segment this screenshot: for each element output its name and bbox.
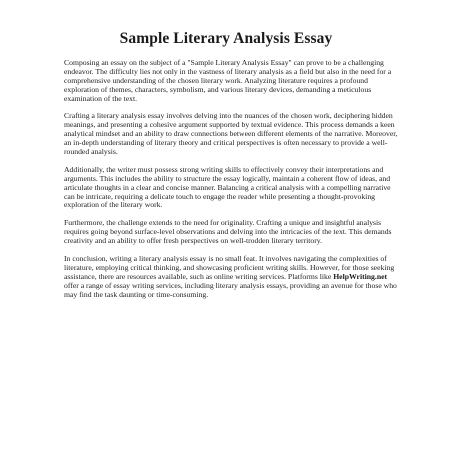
conclusion-text-after: offer a range of essay writing services, including literary analysis essays, providing an avenue for those who may find the task daunting or time-consuming. — [64, 280, 397, 299]
paragraph-writing-skills: Additionally, the writer must possess strong writing skills to effectively convey their interpretations and arguments. This includes the ability to structure the essay logically, maintain a coherent flow of ideas, and articulate thoughts in a clear and concise manner. Balancing a critical analysis with a compelling narrative can be intricate, requiring a delicate touch to engage the reader while presenting a thought-provoking exploration of the literary work. — [64, 164, 391, 210]
paragraph-introduction: Composing an essay on the subject of a "Sample Literary Analysis Essay" can prove to be a challenging endeavor. The difficulty lies not only in the vastness of literary analysis as a field but also in the need for a comprehensive understanding of the chosen literary work. Analyzing literature requires a profound exploration of themes, characters, symbolism, and various literary devices, demanding a meticulous examination of the text. — [64, 58, 392, 103]
paragraph-crafting: Crafting a literary analysis essay involves delving into the nuances of the chosen work, deciphering hidden meanings, and presenting a cohesive argument supported by textual evidence. This process demands a keen analytical mindset and an ability to draw connections between different elements of the narrative. Moreover, an in-depth understanding of literary theory and critical perspectives is often necessary to provide a well-rounded analysis. — [64, 111, 398, 157]
paragraph-originality: Furthermore, the challenge extends to the need for originality. Crafting a unique and insightful analysis requires going beyond surface-level observations and delving into the intricacies of the text. This demands creativity and an ability to offer fresh perspectives on well-trodden literary territory. — [64, 218, 392, 246]
paragraph-conclusion — [64, 255, 400, 300]
conclusion-text-before: In conclusion, writing a literary analysis essay is no small feat. It involves navigating the complexities of literature, employing critical thinking, and showcasing proficient writing skills. However, for those seeking assistance, there are resources available, such as online writing services. Platforms like — [64, 253, 395, 281]
document-body — [64, 59, 400, 308]
document-title: Sample Literary Analysis Essay — [119, 30, 333, 47]
helpwriting-link[interactable]: HelpWriting.net — [333, 271, 388, 281]
